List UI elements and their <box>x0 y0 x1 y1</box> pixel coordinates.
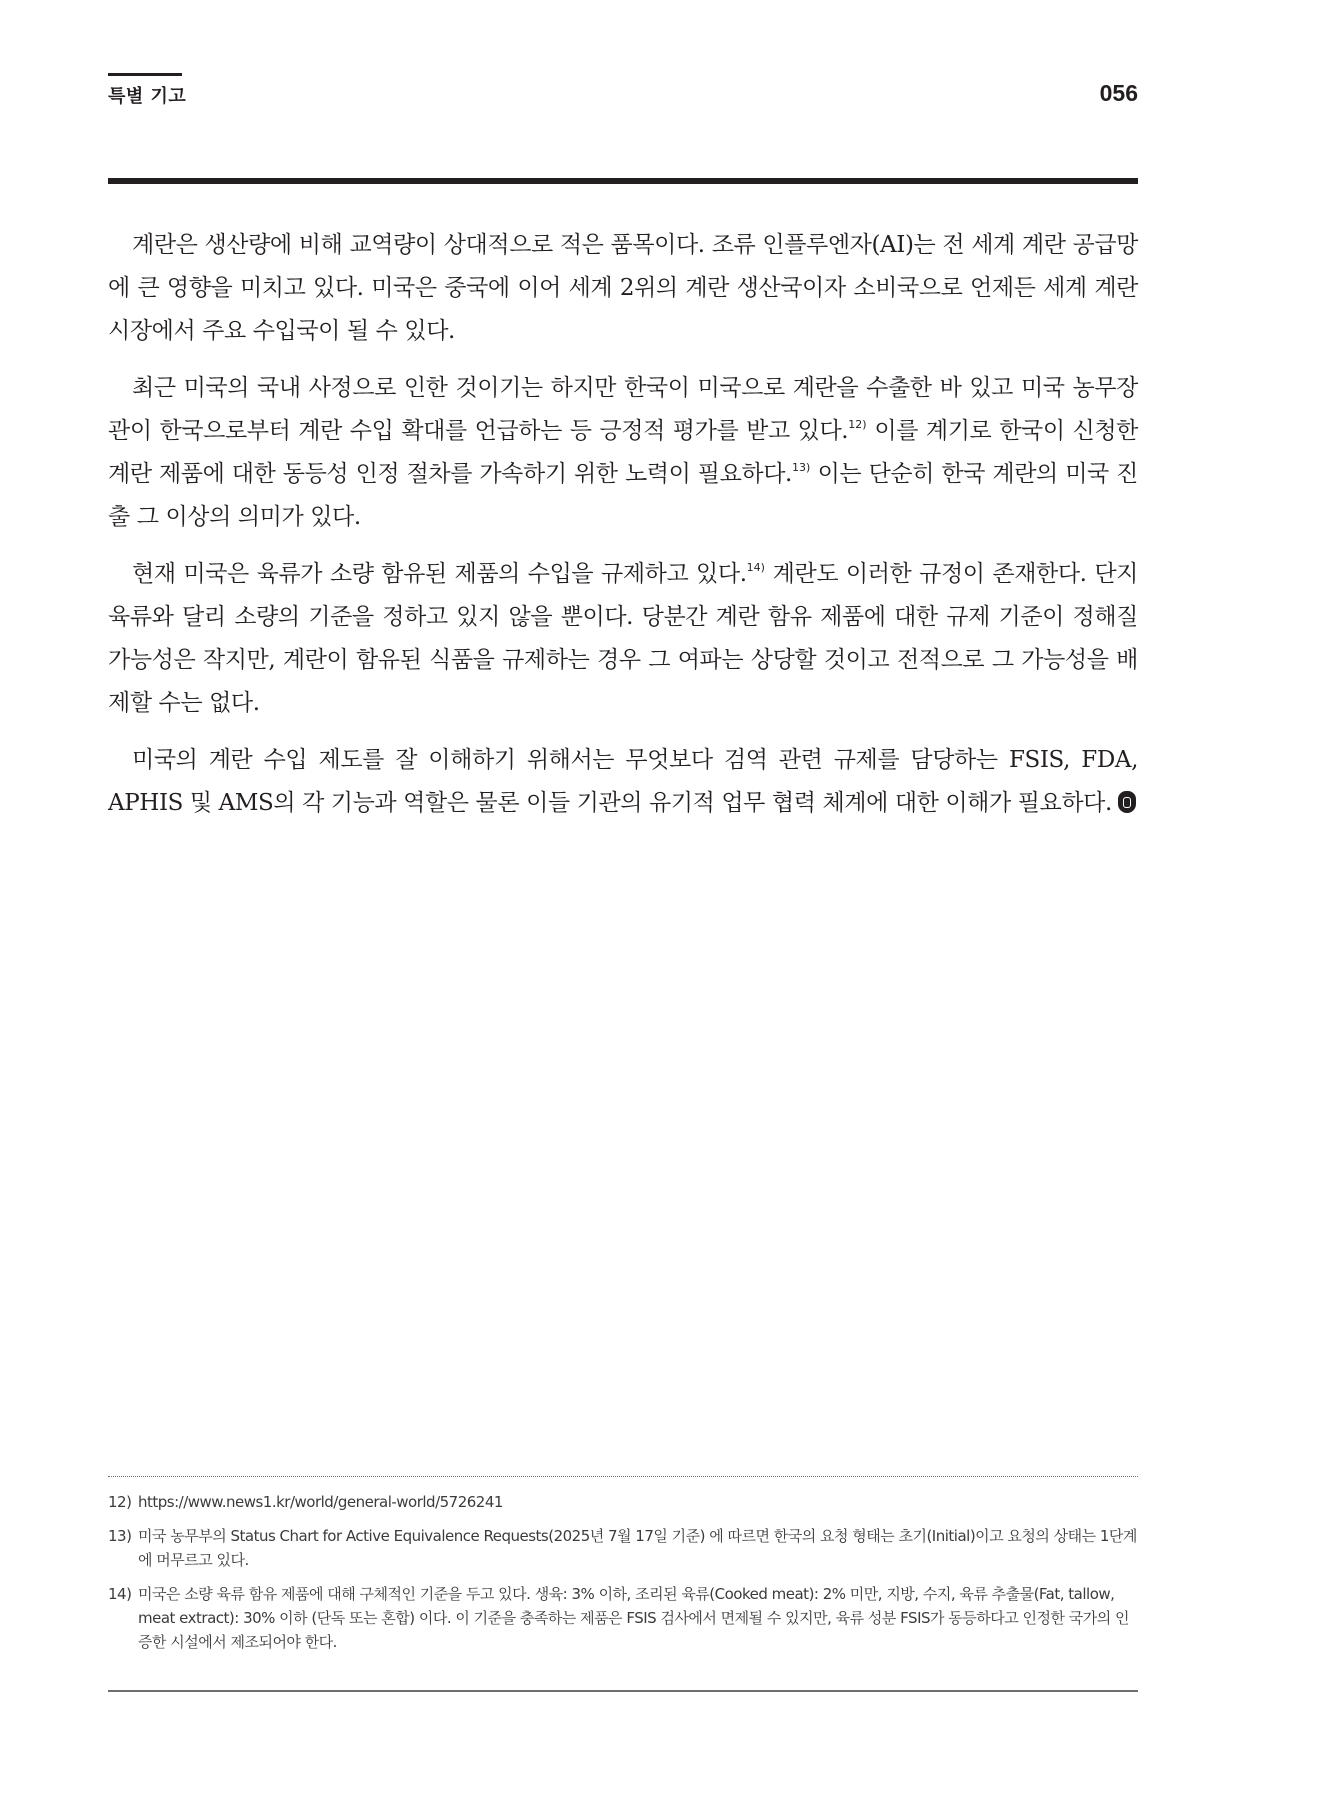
paragraph-3: 현재 미국은 육류가 소량 함유된 제품의 수입을 규제하고 있다.$^{14)}$ 계란도 이러한 규정이 존재한다. 단지 육류와 달리 소량의 기준을 정하고 있지 않을 뿐이다. 당분간 계란 함유 제품에 대한 규제 기준이 정해질 가능성은 작지만, 계란이 함유된 식품을 규제하는 경우 그 여파는 상당할 것이고 전적으로 그 가능성을 배제할 수는 없다. <box>108 561 1138 716</box>
footnote-13 <box>108 1524 1138 1572</box>
footnote-link[interactable]: https://www.news1.kr/world/general-world/5726241 <box>138 1493 503 1511</box>
footnote-text: 미국은 소량 육류 함유 제품에 대해 구체적인 기준을 두고 있다. 생육: 3% 이하, 조리된 육류(Cooked meat): 2% 미만, 지방, 수지, 육류 추출물(Fat, tallow, meat extract): 30% 이하 (단독 또는 혼합) 이다. 이 기준을 충족하는 제품은 FSIS 검사에서 면제될 수 있지만, 육류 성분 FSIS가 동등하다고 인정한 국가의 인증한 시설에서 제조되어야 한다. <box>138 1585 1129 1651</box>
footnote-number: 13) <box>108 1527 132 1545</box>
page-number: 056 <box>1099 80 1138 106</box>
footnote-number: 12) <box>108 1493 132 1511</box>
footnote-text: 미국 농무부의 Status Chart for Active Equivalence Requests(2025년 7월 17일 기준) 에 따르면 한국의 요청 형태는 초기(Initial)이고 요청의 상태는 1단계에 머무르고 있다. <box>138 1527 1137 1569</box>
footnote-ref-13[interactable]: 13) <box>791 461 811 474</box>
header-accent-rule <box>108 73 182 76</box>
article-body <box>108 224 1138 839</box>
footnotes <box>108 1490 1138 1664</box>
paragraph-2: 최근 미국의 국내 사정으로 인한 것이기는 하지만 한국이 미국으로 계란을 수출한 바 있고 미국 농무장관이 한국으로부터 계란 수입 확대를 언급하는 등 긍정적 평가를 받고 있다.$^{12)}$ 이를 계기로 한국이 신청한 계란 제품에 대한 동등성 인정 절차를 가속하기 위한 노력이 필요하다.$^{13)}$ 이는 단순히 한국 계란의 미국 진출 그 이상의 의미가 있다. <box>108 375 1138 530</box>
footnote-ref-12[interactable]: 12) <box>848 418 867 431</box>
footnote-12 <box>108 1490 1138 1514</box>
paragraph-4: 미국의 계란 수입 제도를 잘 이해하기 위해서는 무엇보다 검역 관련 규제를 담당하는 FSIS, FDA, APHIS 및 AMS의 각 기능과 역할은 물론 이들 기관의 유기적 업무 협력 체계에 대한 이해가 필요하다. <box>108 747 1138 816</box>
end-of-article-mark-icon <box>1118 791 1136 813</box>
section-label: 특별 기고 <box>108 86 187 107</box>
bottom-divider <box>108 1690 1138 1692</box>
footnote-divider <box>108 1476 1138 1477</box>
paragraph-1: 계란은 생산량에 비해 교역량이 상대적으로 적은 품목이다. 조류 인플루엔자(AI)는 전 세계 계란 공급망에 큰 영향을 미치고 있다. 미국은 중국에 이어 세계 2위의 계란 생산국이자 소비국으로 언제든 세계 계란 시장에서 주요 수입국이 될 수 있다. <box>108 232 1138 344</box>
footnote-number: 14) <box>108 1585 132 1603</box>
header-divider <box>108 178 1138 184</box>
footnote-14 <box>108 1582 1138 1654</box>
footnote-ref-14[interactable]: 14) <box>746 561 765 574</box>
